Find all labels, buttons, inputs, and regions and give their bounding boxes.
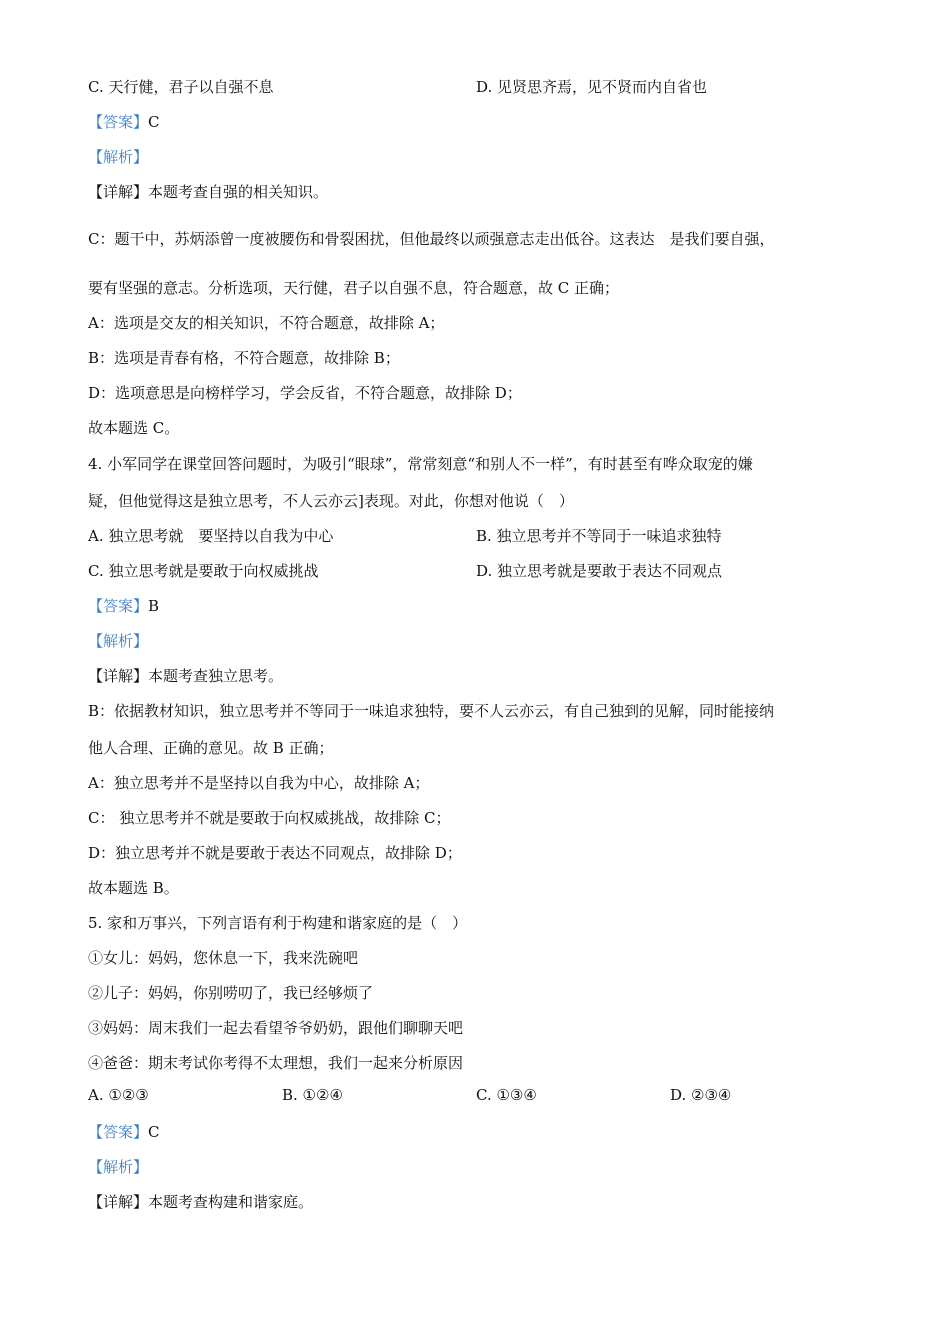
q5-statement-4: ④爸爸：期末考试你考得不太理想，我们一起来分析原因 (88, 1054, 464, 1072)
q3-answer (88, 111, 160, 132)
q5-statement-3: ③妈妈：周末我们一起去看望爷爷奶奶，跟他们聊聊天吧 (88, 1019, 464, 1037)
q5-option-d: D. ②③④ (670, 1086, 732, 1104)
answer-tag: 【答案】 (88, 113, 149, 131)
q5-option-a: A. ①②③ (88, 1086, 149, 1104)
q3-detail: 【详解】本题考查自强的相关知识。 (88, 183, 329, 201)
q3-explanation-b: B：选项是青春有格，不符合题意，故排除 B； (88, 349, 400, 367)
q4-option-a: A. 独立思考就 要坚持以自我为中心 (88, 527, 334, 545)
q4-explanation-c: C： 独立思考并不就是要敢于向权威挑战，故排除 C； (88, 809, 451, 827)
q4-analysis-tag: 【解析】 (88, 632, 149, 650)
q4-option-d: D. 独立思考就是要敢于表达不同观点 (476, 562, 723, 580)
q4-explanation-d: D：独立思考并不就是要敢于表达不同观点，故排除 D； (88, 844, 462, 862)
q5-analysis-tag: 【解析】 (88, 1158, 149, 1176)
q3-explanation-c-1: C：题干中，苏炳添曾一度被腰伤和骨裂困扰，但他最终以顽强意志走出低谷。这表达 是我们要自强， (88, 230, 775, 248)
q3-analysis-tag: 【解析】 (88, 148, 149, 166)
q4-explanation-b-1: B：依据教材知识，独立思考并不等同于一味追求独特，要不人云亦云，有自己独到的见解，同时能接纳 (88, 702, 775, 720)
q3-explanation-d: D：选项意思是向榜样学习，学会反省，不符合题意，故排除 D； (88, 384, 522, 402)
answer-value: C (148, 113, 160, 131)
q5-stem: 5. 家和万事兴，下列言语有利于构建和谐家庭的是（ ） (88, 914, 468, 932)
answer-value: B (148, 597, 160, 615)
q5-statement-2: ②儿子：妈妈，你别唠叨了，我已经够烦了 (88, 984, 374, 1002)
q3-explanation-a: A：选项是交友的相关知识，不符合题意，故排除 A； (88, 314, 445, 332)
q3-explanation-c-2: 要有坚强的意志。分析选项，天行健，君子以自强不息，符合题意，故 C 正确； (88, 279, 620, 297)
q5-statement-1: ①女儿：妈妈，您休息一下，我来洗碗吧 (88, 949, 359, 967)
q3-option-d: D. 见贤思齐焉，见不贤而内自省也 (476, 78, 708, 96)
q4-stem-2: 疑，但他觉得这是独立思考，不人云亦云]表现。对此，你想对他说（ ） (88, 492, 574, 510)
q4-option-b: B. 独立思考并不等同于一味追求独特 (476, 527, 722, 545)
q4-conclusion: 故本题选 B。 (88, 879, 179, 897)
q5-option-b: B. ①②④ (282, 1086, 343, 1104)
q3-option-c: C. 天行健，君子以自强不息 (88, 78, 274, 96)
q4-explanation-b-2: 他人合理、正确的意见。故 B 正确； (88, 739, 334, 757)
answer-tag: 【答案】 (88, 1123, 149, 1141)
q3-conclusion: 故本题选 C。 (88, 419, 180, 437)
q5-answer (88, 1121, 160, 1142)
answer-tag: 【答案】 (88, 597, 149, 615)
q4-answer (88, 595, 159, 616)
q5-detail: 【详解】本题考查构建和谐家庭。 (88, 1193, 314, 1211)
q5-option-c: C. ①③④ (476, 1086, 537, 1104)
q4-option-c: C. 独立思考就是要敢于向权威挑战 (88, 562, 319, 580)
answer-value: C (148, 1123, 160, 1141)
q4-explanation-a: A：独立思考并不是坚持以自我为中心，故排除 A； (88, 774, 430, 792)
q4-stem-1: 4. 小军同学在课堂回答问题时，为吸引“眼球”，常常刻意“和别人不一样”，有时甚至有哗众取宠的嫌 (88, 455, 753, 473)
q4-detail: 【详解】本题考查独立思考。 (88, 667, 284, 685)
